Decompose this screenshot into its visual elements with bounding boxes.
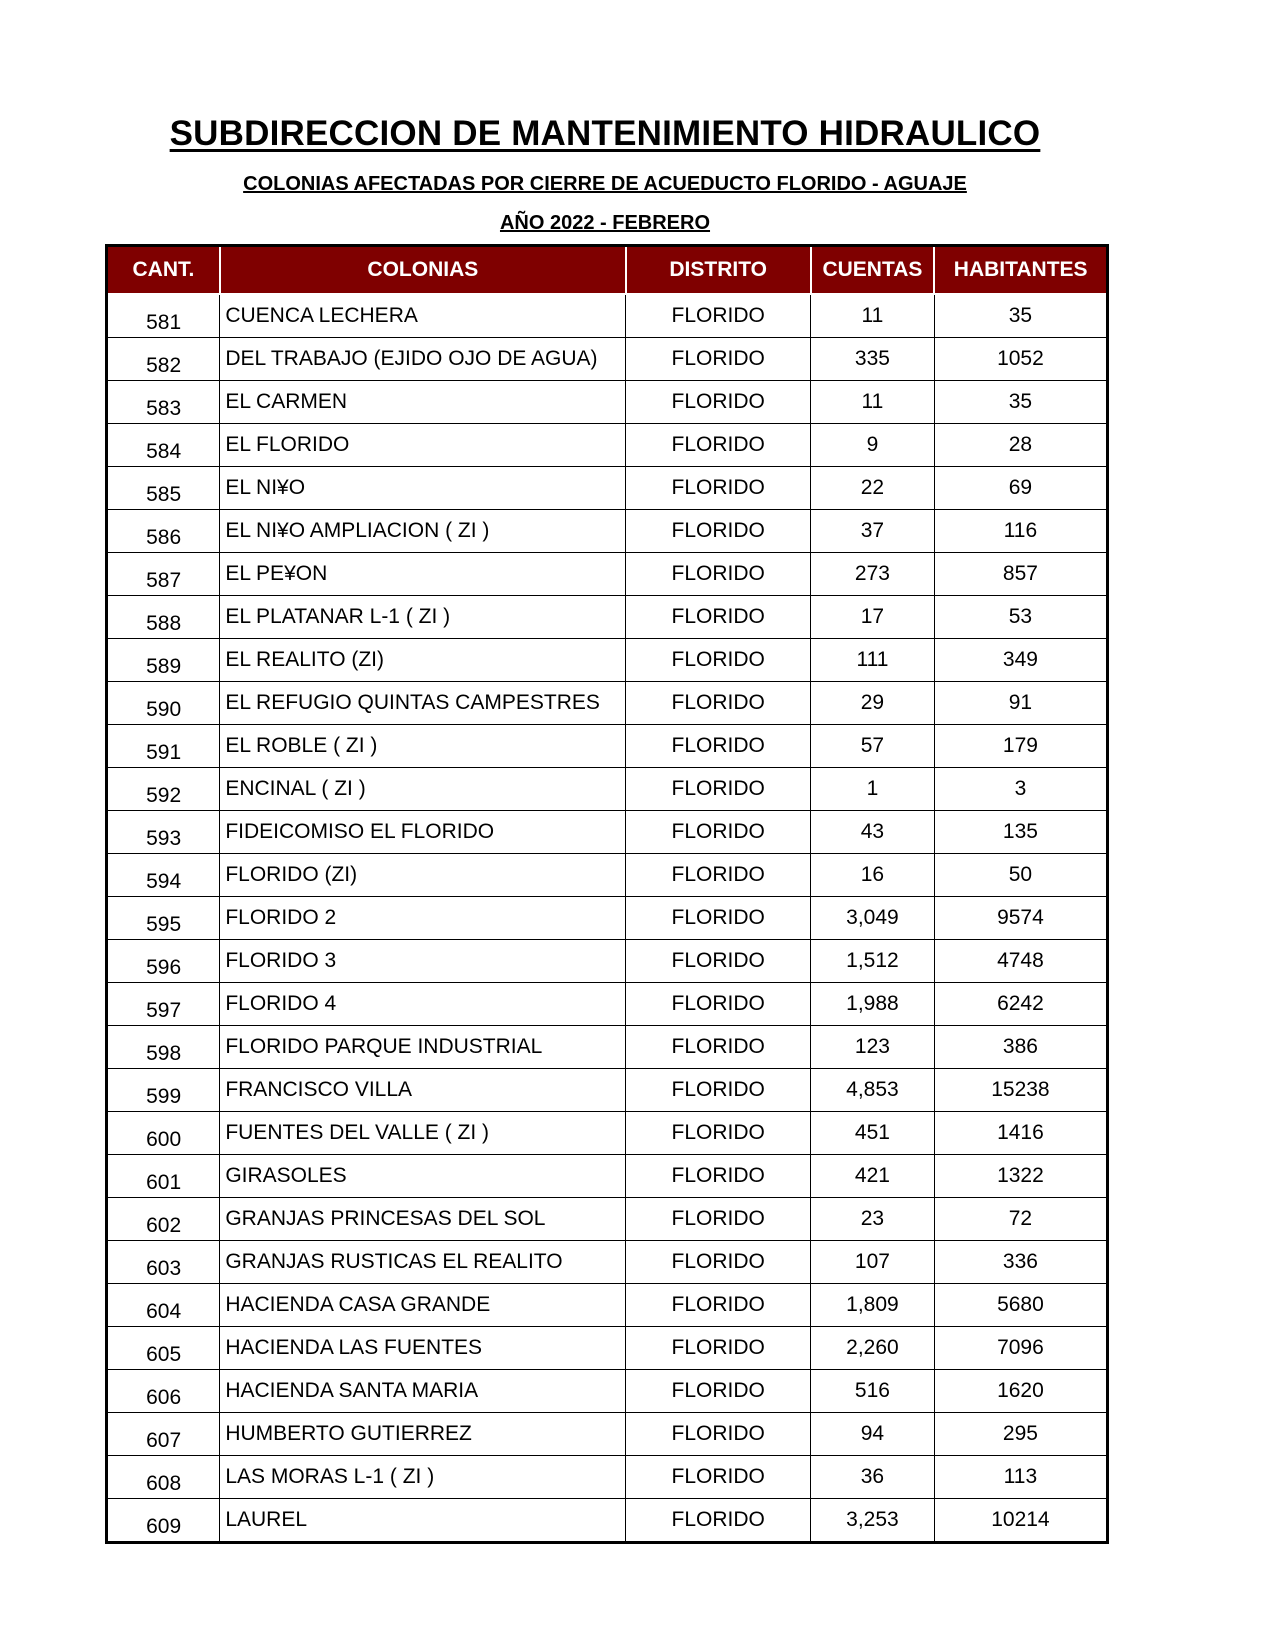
cuentas-cell: 1,809 — [811, 1284, 935, 1327]
cant-cell: 602 — [107, 1198, 220, 1241]
habitantes-cell: 857 — [934, 553, 1107, 596]
cuentas-cell: 1 — [811, 768, 935, 811]
distrito-cell: FLORIDO — [626, 940, 811, 983]
colonia-cell: EL REALITO (ZI) — [220, 639, 626, 682]
table-row — [107, 596, 1108, 639]
cant-cell: 594 — [107, 854, 220, 897]
colonia-cell: HUMBERTO GUTIERREZ — [220, 1413, 626, 1456]
cant-cell: 598 — [107, 1026, 220, 1069]
table-row — [107, 338, 1108, 381]
habitantes-cell: 1052 — [934, 338, 1107, 381]
habitantes-cell: 1620 — [934, 1370, 1107, 1413]
cuentas-cell: 4,853 — [811, 1069, 935, 1112]
cuentas-cell: 17 — [811, 596, 935, 639]
header-colonias: COLONIAS — [220, 246, 626, 295]
cuentas-cell: 57 — [811, 725, 935, 768]
cuentas-cell: 111 — [811, 639, 935, 682]
distrito-cell: FLORIDO — [626, 639, 811, 682]
cant-cell: 603 — [107, 1241, 220, 1284]
cant-cell: 587 — [107, 553, 220, 596]
table-row — [107, 1241, 1108, 1284]
header-distrito: DISTRITO — [626, 246, 811, 295]
distrito-cell: FLORIDO — [626, 682, 811, 725]
table-row — [107, 940, 1108, 983]
colonia-cell: FLORIDO (ZI) — [220, 854, 626, 897]
habitantes-cell: 9574 — [934, 897, 1107, 940]
table-row — [107, 854, 1108, 897]
cant-cell: 585 — [107, 467, 220, 510]
cuentas-cell: 22 — [811, 467, 935, 510]
habitantes-cell: 4748 — [934, 940, 1107, 983]
distrito-cell: FLORIDO — [626, 1198, 811, 1241]
table-row — [107, 639, 1108, 682]
distrito-cell: FLORIDO — [626, 983, 811, 1026]
cant-cell: 607 — [107, 1413, 220, 1456]
table-row — [107, 768, 1108, 811]
table-row — [107, 553, 1108, 596]
cuentas-cell: 37 — [811, 510, 935, 553]
cant-cell: 591 — [107, 725, 220, 768]
habitantes-cell: 386 — [934, 1026, 1107, 1069]
colonia-cell: EL PLATANAR L-1 ( ZI ) — [220, 596, 626, 639]
habitantes-cell: 5680 — [934, 1284, 1107, 1327]
distrito-cell: FLORIDO — [626, 768, 811, 811]
colonia-cell: EL REFUGIO QUINTAS CAMPESTRES — [220, 682, 626, 725]
cuentas-cell: 43 — [811, 811, 935, 854]
cuentas-cell: 273 — [811, 553, 935, 596]
distrito-cell: FLORIDO — [626, 1284, 811, 1327]
colonia-cell: FLORIDO 2 — [220, 897, 626, 940]
habitantes-cell: 1322 — [934, 1155, 1107, 1198]
cuentas-cell: 516 — [811, 1370, 935, 1413]
cant-cell: 588 — [107, 596, 220, 639]
cuentas-cell: 11 — [811, 294, 935, 338]
table-row — [107, 1026, 1108, 1069]
table-row — [107, 1327, 1108, 1370]
habitantes-cell: 113 — [934, 1456, 1107, 1499]
colonia-cell: EL ROBLE ( ZI ) — [220, 725, 626, 768]
cuentas-cell: 3,253 — [811, 1499, 935, 1543]
cuentas-cell: 1,512 — [811, 940, 935, 983]
cuentas-cell: 451 — [811, 1112, 935, 1155]
cant-cell: 609 — [107, 1499, 220, 1543]
table-row — [107, 1112, 1108, 1155]
header-habitantes: HABITANTES — [934, 246, 1107, 295]
colonia-cell: CUENCA LECHERA — [220, 294, 626, 338]
habitantes-cell: 10214 — [934, 1499, 1107, 1543]
cant-cell: 605 — [107, 1327, 220, 1370]
colonia-cell: HACIENDA SANTA MARIA — [220, 1370, 626, 1413]
habitantes-cell: 35 — [934, 381, 1107, 424]
cant-cell: 582 — [107, 338, 220, 381]
cant-cell: 583 — [107, 381, 220, 424]
cant-cell: 581 — [107, 294, 220, 338]
colonia-cell: HACIENDA LAS FUENTES — [220, 1327, 626, 1370]
distrito-cell: FLORIDO — [626, 1370, 811, 1413]
distrito-cell: FLORIDO — [626, 1499, 811, 1543]
habitantes-cell: 53 — [934, 596, 1107, 639]
distrito-cell: FLORIDO — [626, 1112, 811, 1155]
colonia-cell: FUENTES DEL VALLE ( ZI ) — [220, 1112, 626, 1155]
header-cuentas: CUENTAS — [811, 246, 935, 295]
distrito-cell: FLORIDO — [626, 294, 811, 338]
distrito-cell: FLORIDO — [626, 1026, 811, 1069]
table-row — [107, 467, 1108, 510]
habitantes-cell: 69 — [934, 467, 1107, 510]
habitantes-cell: 50 — [934, 854, 1107, 897]
cant-cell: 592 — [107, 768, 220, 811]
habitantes-cell: 3 — [934, 768, 1107, 811]
cant-cell: 589 — [107, 639, 220, 682]
habitantes-cell: 116 — [934, 510, 1107, 553]
distrito-cell: FLORIDO — [626, 1155, 811, 1198]
colonia-cell: FLORIDO 3 — [220, 940, 626, 983]
distrito-cell: FLORIDO — [626, 596, 811, 639]
colonia-cell: FLORIDO 4 — [220, 983, 626, 1026]
colonias-table — [105, 244, 1109, 1544]
colonia-cell: FIDEICOMISO EL FLORIDO — [220, 811, 626, 854]
cuentas-cell: 421 — [811, 1155, 935, 1198]
habitantes-cell: 72 — [934, 1198, 1107, 1241]
habitantes-cell: 7096 — [934, 1327, 1107, 1370]
colonia-cell: GIRASOLES — [220, 1155, 626, 1198]
distrito-cell: FLORIDO — [626, 381, 811, 424]
distrito-cell: FLORIDO — [626, 854, 811, 897]
colonia-cell: GRANJAS PRINCESAS DEL SOL — [220, 1198, 626, 1241]
cant-cell: 608 — [107, 1456, 220, 1499]
table-row — [107, 897, 1108, 940]
table-row — [107, 1069, 1108, 1112]
cuentas-cell: 1,988 — [811, 983, 935, 1026]
distrito-cell: FLORIDO — [626, 897, 811, 940]
cuentas-cell: 2,260 — [811, 1327, 935, 1370]
cant-cell: 604 — [107, 1284, 220, 1327]
cuentas-cell: 9 — [811, 424, 935, 467]
cant-cell: 593 — [107, 811, 220, 854]
cuentas-cell: 107 — [811, 1241, 935, 1284]
table-row — [107, 811, 1108, 854]
cant-cell: 595 — [107, 897, 220, 940]
distrito-cell: FLORIDO — [626, 338, 811, 381]
habitantes-cell: 6242 — [934, 983, 1107, 1026]
colonia-cell: EL NI¥O — [220, 467, 626, 510]
cuentas-cell: 36 — [811, 1456, 935, 1499]
distrito-cell: FLORIDO — [626, 1327, 811, 1370]
cuentas-cell: 29 — [811, 682, 935, 725]
table-row — [107, 1198, 1108, 1241]
cuentas-cell: 335 — [811, 338, 935, 381]
habitantes-cell: 349 — [934, 639, 1107, 682]
cuentas-cell: 123 — [811, 1026, 935, 1069]
cant-cell: 597 — [107, 983, 220, 1026]
habitantes-cell: 336 — [934, 1241, 1107, 1284]
cuentas-cell: 16 — [811, 854, 935, 897]
document-period: AÑO 2022 - FEBRERO — [499, 212, 711, 234]
habitantes-cell: 28 — [934, 424, 1107, 467]
cant-cell: 606 — [107, 1370, 220, 1413]
table-row — [107, 725, 1108, 768]
table-row — [107, 1370, 1108, 1413]
table-row — [107, 294, 1108, 338]
habitantes-cell: 35 — [934, 294, 1107, 338]
table-body — [107, 294, 1108, 1543]
cuentas-cell: 11 — [811, 381, 935, 424]
colonia-cell: EL PE¥ON — [220, 553, 626, 596]
cuentas-cell: 3,049 — [811, 897, 935, 940]
table-row — [107, 424, 1108, 467]
colonia-cell: FRANCISCO VILLA — [220, 1069, 626, 1112]
table-row — [107, 1456, 1108, 1499]
distrito-cell: FLORIDO — [626, 1456, 811, 1499]
cant-cell: 586 — [107, 510, 220, 553]
table-row — [107, 1284, 1108, 1327]
habitantes-cell: 179 — [934, 725, 1107, 768]
table-row — [107, 1499, 1108, 1543]
cant-cell: 601 — [107, 1155, 220, 1198]
habitantes-cell: 295 — [934, 1413, 1107, 1456]
distrito-cell: FLORIDO — [626, 1413, 811, 1456]
table-row — [107, 682, 1108, 725]
cant-cell: 599 — [107, 1069, 220, 1112]
colonia-cell: EL FLORIDO — [220, 424, 626, 467]
cant-cell: 596 — [107, 940, 220, 983]
distrito-cell: FLORIDO — [626, 811, 811, 854]
table-row — [107, 1155, 1108, 1198]
colonia-cell: DEL TRABAJO (EJIDO OJO DE AGUA) — [220, 338, 626, 381]
distrito-cell: FLORIDO — [626, 510, 811, 553]
distrito-cell: FLORIDO — [626, 1069, 811, 1112]
habitantes-cell: 91 — [934, 682, 1107, 725]
habitantes-cell: 15238 — [934, 1069, 1107, 1112]
distrito-cell: FLORIDO — [626, 553, 811, 596]
cuentas-cell: 94 — [811, 1413, 935, 1456]
habitantes-cell: 135 — [934, 811, 1107, 854]
colonia-cell: LAUREL — [220, 1499, 626, 1543]
table-header-row — [107, 246, 1108, 295]
table-row — [107, 1413, 1108, 1456]
table-row — [107, 983, 1108, 1026]
document-subtitle: COLONIAS AFECTADAS POR CIERRE DE ACUEDUCTO FLORIDO - AGUAJE — [243, 173, 967, 195]
colonia-cell: ENCINAL ( ZI ) — [220, 768, 626, 811]
document-title: SUBDIRECCION DE MANTENIMIENTO HIDRAULICO — [169, 114, 1041, 153]
table-row — [107, 381, 1108, 424]
colonia-cell: GRANJAS RUSTICAS EL REALITO — [220, 1241, 626, 1284]
colonia-cell: LAS MORAS L-1 ( ZI ) — [220, 1456, 626, 1499]
header-cant: CANT. — [107, 246, 220, 295]
cant-cell: 590 — [107, 682, 220, 725]
cuentas-cell: 23 — [811, 1198, 935, 1241]
cant-cell: 584 — [107, 424, 220, 467]
colonia-cell: FLORIDO PARQUE INDUSTRIAL — [220, 1026, 626, 1069]
colonia-cell: EL NI¥O AMPLIACION ( ZI ) — [220, 510, 626, 553]
colonia-cell: EL CARMEN — [220, 381, 626, 424]
habitantes-cell: 1416 — [934, 1112, 1107, 1155]
distrito-cell: FLORIDO — [626, 1241, 811, 1284]
distrito-cell: FLORIDO — [626, 424, 811, 467]
cant-cell: 600 — [107, 1112, 220, 1155]
distrito-cell: FLORIDO — [626, 467, 811, 510]
colonia-cell: HACIENDA CASA GRANDE — [220, 1284, 626, 1327]
table-row — [107, 510, 1108, 553]
distrito-cell: FLORIDO — [626, 725, 811, 768]
